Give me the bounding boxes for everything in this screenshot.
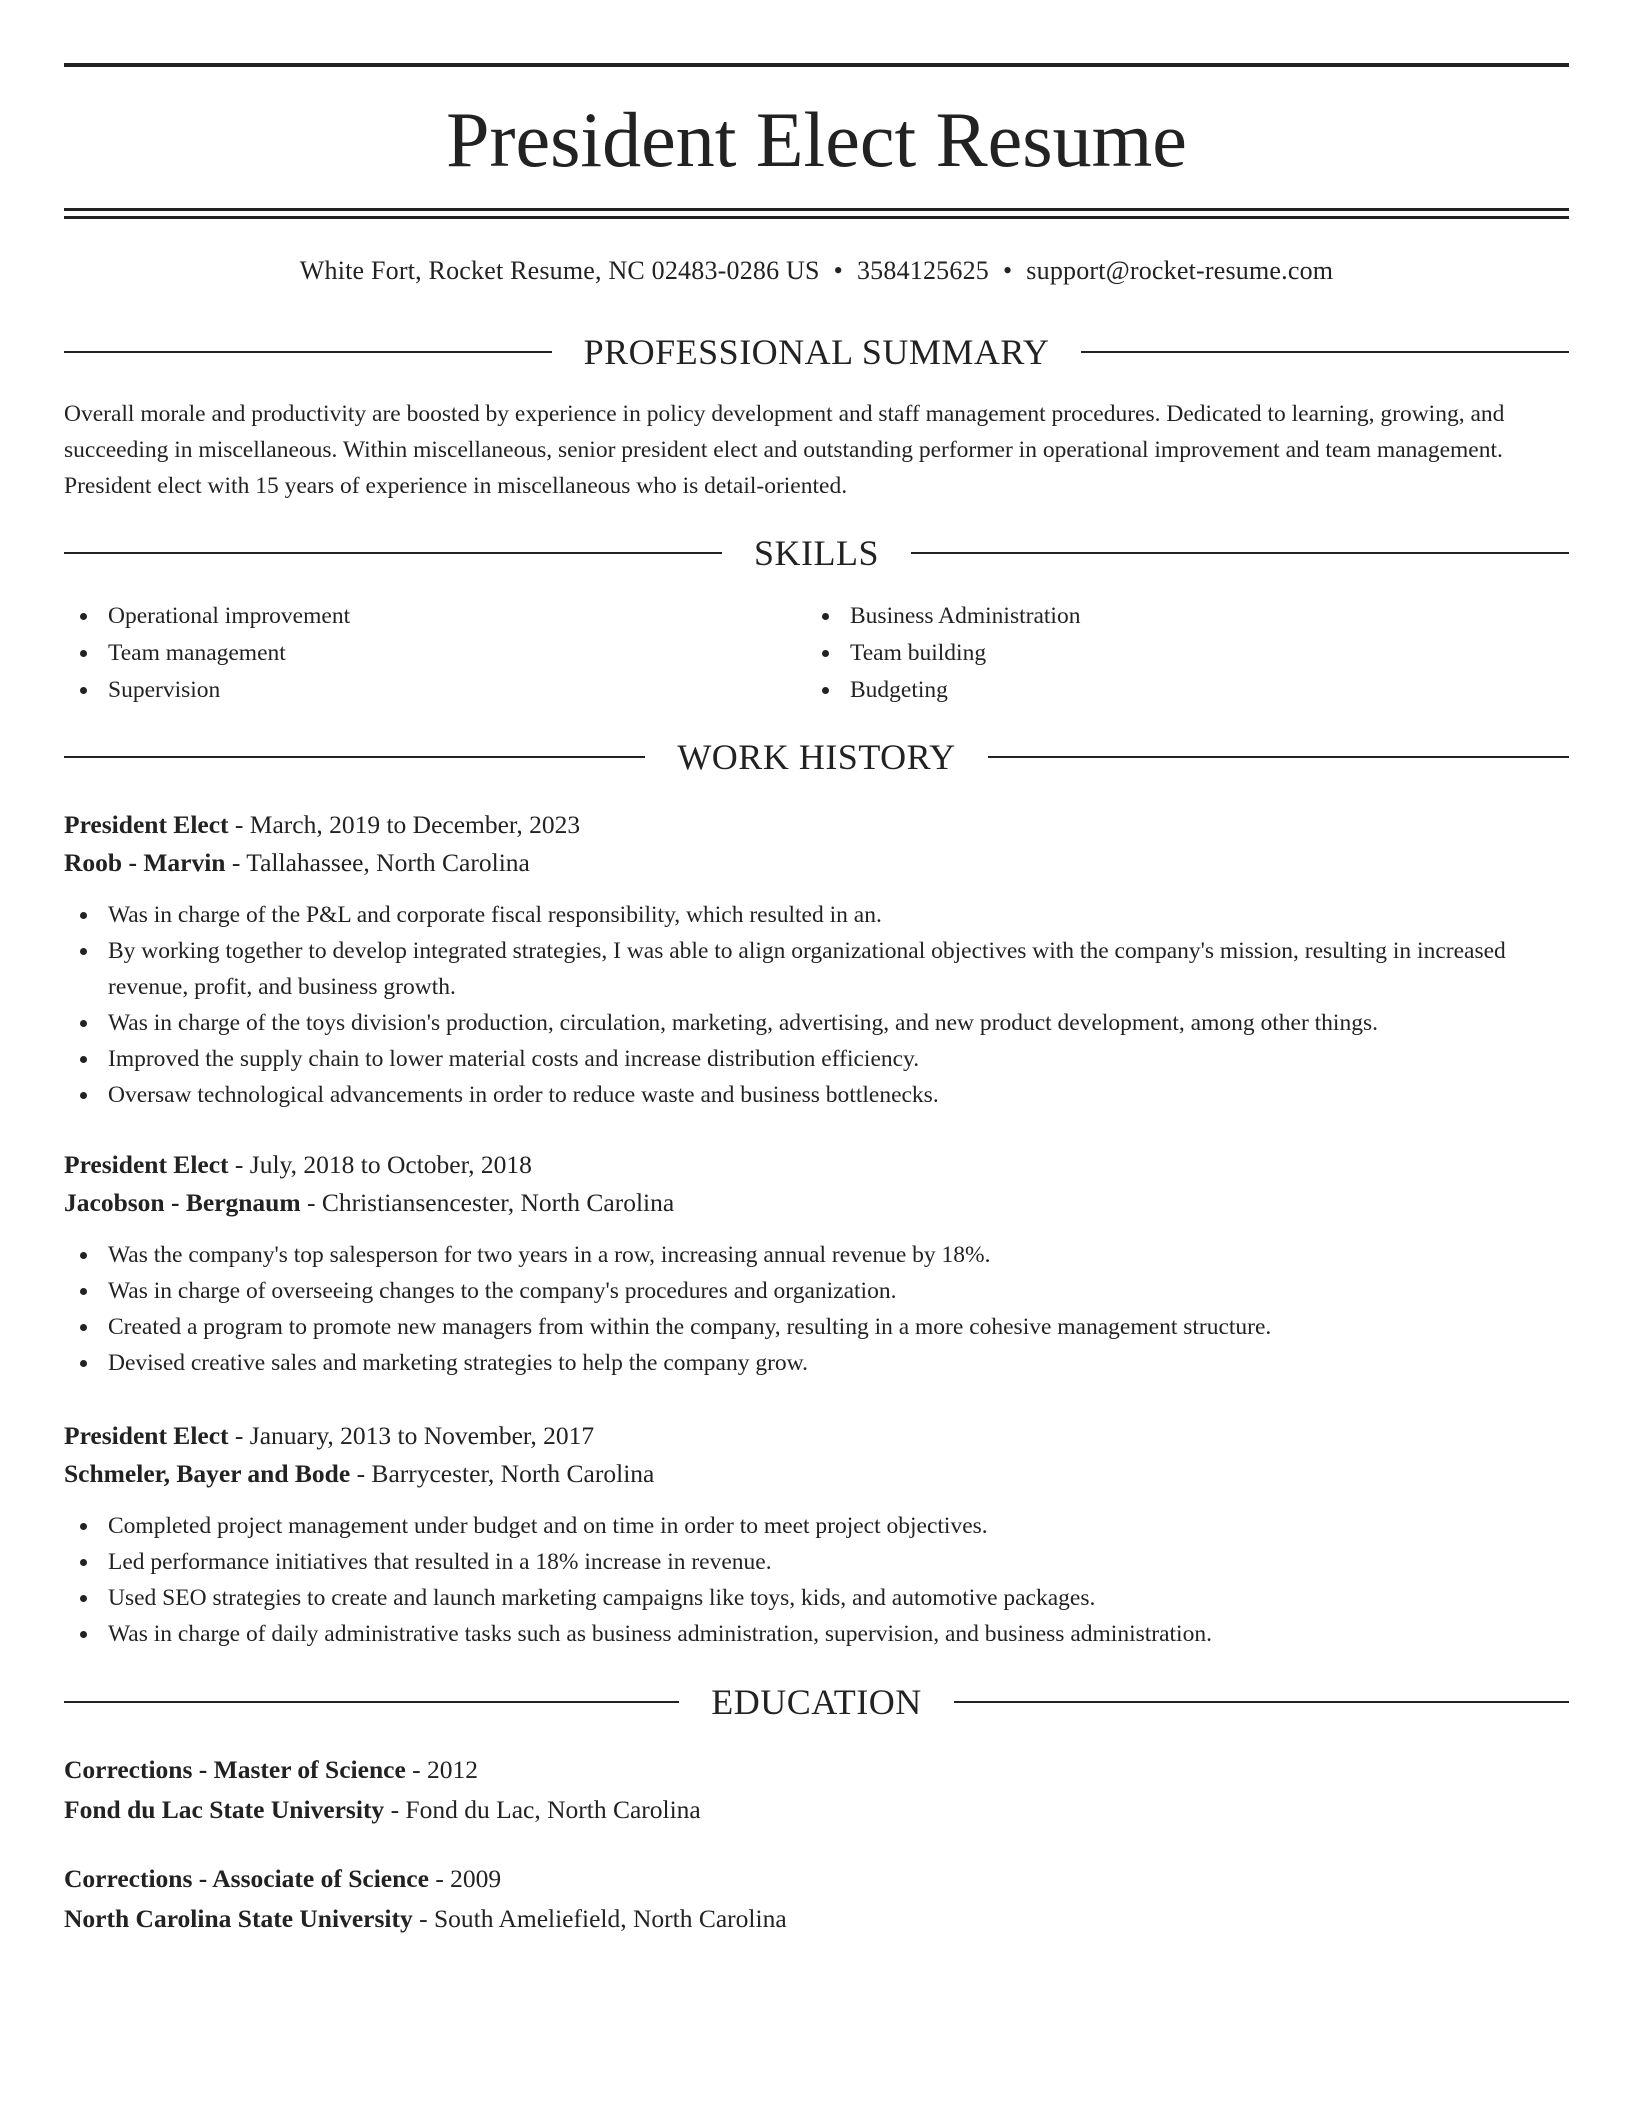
job-title: President Elect (64, 810, 229, 839)
skill-item: Operational improvement (64, 598, 806, 635)
job-company-line (64, 1455, 1569, 1493)
education-degree-line (64, 1750, 1569, 1790)
skill-item: Supervision (64, 672, 806, 709)
job-duty-item: Created a program to promote new managers from within the company, resulting in a more cohesive management structure. (64, 1309, 1569, 1345)
summary-text: Overall morale and productivity are boosted by experience in policy development and staff management procedures. Dedicated to learning, growing, and succeeding in miscellaneous. Within miscellaneous, senior president elect and outstanding performer in operational improvement and team management. President elect with 15 years of experience in miscellaneous who is detail-oriented. (64, 401, 1505, 499)
job-location: - Tallahassee, North Carolina (225, 848, 530, 877)
job-dates: - March, 2019 to December, 2023 (228, 810, 581, 839)
contact-line (64, 254, 1569, 288)
education-school: North Carolina State University (64, 1904, 413, 1933)
job-title: President Elect (64, 1421, 229, 1450)
job-location: - Barrycester, North Carolina (350, 1459, 655, 1488)
job-duty-item: Was the company's top salesperson for two years in a row, increasing annual revenue by 18%. (64, 1237, 1569, 1273)
job-duty-item: Was in charge of daily administrative tasks such as business administration, supervision, and business administration. (64, 1616, 1569, 1652)
job-duties (64, 897, 1569, 1113)
skills-column-right (806, 598, 1548, 709)
job-company: Jacobson - Bergnaum (64, 1188, 301, 1217)
education-degree-line (64, 1859, 1569, 1899)
job-title-line (64, 1146, 1569, 1184)
section-title-skills: SKILLS (754, 533, 880, 573)
top-rule (64, 63, 1569, 67)
skill-item: Team management (64, 635, 806, 672)
job-entry (64, 1417, 1569, 1652)
education-location: - South Ameliefield, North Carolina (412, 1904, 787, 1933)
job-duties (64, 1508, 1569, 1652)
contact-email: support@rocket-resume.com (1026, 256, 1334, 285)
heading-rule-right (1081, 351, 1569, 353)
title-rule-lower (64, 216, 1569, 219)
job-company: Schmeler, Bayer and Bode (64, 1459, 351, 1488)
job-title: President Elect (64, 1150, 229, 1179)
job-dates: - January, 2013 to November, 2017 (228, 1421, 595, 1450)
contact-address: White Fort, Rocket Resume, NC 02483-0286 US (299, 256, 820, 285)
job-duty-item: Was in charge of the P&L and corporate fiscal responsibility, which resulted in an. (64, 897, 1569, 933)
skills-column-left (64, 598, 806, 709)
job-duty-item: Devised creative sales and marketing strategies to help the company grow. (64, 1345, 1569, 1381)
contact-separator: • (833, 256, 843, 285)
job-company: Roob - Marvin (64, 848, 226, 877)
heading-rule-left (64, 1701, 679, 1703)
job-company-line (64, 844, 1569, 882)
section-heading-work (64, 735, 1569, 779)
section-heading-education (64, 1680, 1569, 1724)
education-degree: Corrections - Master of Science (64, 1755, 406, 1784)
heading-rule-left (64, 552, 722, 554)
education-school: Fond du Lac State University (64, 1795, 385, 1824)
education-year: - 2009 (428, 1864, 502, 1893)
contact-separator: • (1002, 256, 1013, 285)
section-heading-skills (64, 531, 1569, 575)
job-entry (64, 806, 1569, 1113)
job-duty-item: Completed project management under budget and on time in order to meet project objectives. (64, 1508, 1569, 1544)
job-entry (64, 1146, 1569, 1381)
education-school-line (64, 1899, 1569, 1939)
skill-item: Team building (806, 635, 1548, 672)
section-title-education: EDUCATION (711, 1682, 922, 1722)
skills-list (64, 598, 1569, 709)
job-duty-item: Improved the supply chain to lower material costs and increase distribution efficiency. (64, 1041, 1569, 1077)
job-title-line (64, 806, 1569, 844)
education-school-line (64, 1790, 1569, 1830)
title-rule-upper (64, 208, 1569, 211)
section-title-summary: PROFESSIONAL SUMMARY (583, 332, 1050, 372)
job-duty-item: Was in charge of the toys division's production, circulation, marketing, advertising, and new product development, among other things. (64, 1005, 1569, 1041)
heading-rule-right (954, 1701, 1569, 1703)
job-duties (64, 1237, 1569, 1381)
education-degree: Corrections - Associate of Science (64, 1864, 429, 1893)
resume-title: President Elect Resume (446, 96, 1187, 183)
education-entry (64, 1750, 1569, 1830)
heading-rule-left (64, 756, 645, 758)
section-title-work: WORK HISTORY (677, 737, 956, 777)
contact-phone: 3584125625 (856, 256, 989, 285)
job-duty-item: By working together to develop integrated strategies, I was able to align organizational objectives with the company's mission, resulting in increased revenue, profit, and business growth. (64, 933, 1569, 1005)
heading-rule-right (911, 552, 1569, 554)
education-year: - 2012 (405, 1755, 479, 1784)
job-location: - Christiansencester, North Carolina (300, 1188, 675, 1217)
job-duty-item: Was in charge of overseeing changes to the company's procedures and organization. (64, 1273, 1569, 1309)
heading-rule-right (988, 756, 1569, 758)
job-title-line (64, 1417, 1569, 1455)
job-company-line (64, 1184, 1569, 1222)
job-duty-item: Oversaw technological advancements in order to reduce waste and business bottlenecks. (64, 1077, 1569, 1113)
job-duty-item: Used SEO strategies to create and launch marketing campaigns like toys, kids, and automotive packages. (64, 1580, 1569, 1616)
skill-item: Business Administration (806, 598, 1548, 635)
job-duty-item: Led performance initiatives that resulted in a 18% increase in revenue. (64, 1544, 1569, 1580)
education-entry (64, 1859, 1569, 1939)
skill-item: Budgeting (806, 672, 1548, 709)
heading-rule-left (64, 351, 552, 353)
education-location: - Fond du Lac, North Carolina (384, 1795, 701, 1824)
job-dates: - July, 2018 to October, 2018 (228, 1150, 532, 1179)
section-heading-summary (64, 330, 1569, 374)
